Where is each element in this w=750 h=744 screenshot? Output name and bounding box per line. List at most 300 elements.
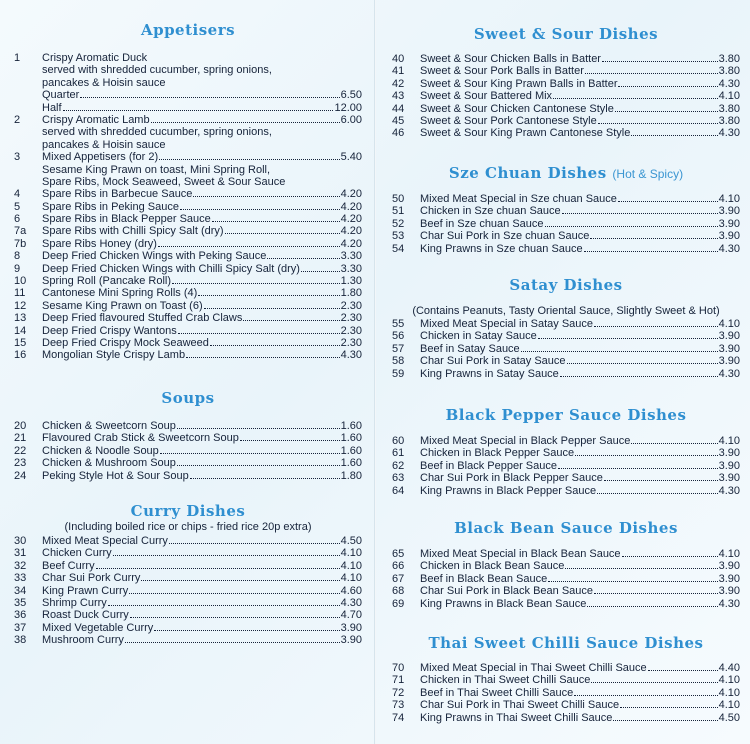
menu-item-name: Mixed Appetisers (for 2) bbox=[42, 151, 159, 164]
menu-item-name: Spare Ribs Honey (dry) bbox=[42, 237, 157, 250]
dot-leader bbox=[198, 287, 339, 296]
dot-leader bbox=[548, 573, 717, 582]
menu-item-price: 3.90 bbox=[718, 342, 740, 355]
menu-item-number: 10 bbox=[14, 275, 27, 288]
menu-item-name: Beef in Black Pepper Sauce bbox=[420, 459, 557, 472]
menu-item bbox=[392, 78, 740, 90]
menu-item-name: Mixed Meat Special in Black Bean Sauce bbox=[420, 548, 621, 560]
menu-item-price: 3.90 bbox=[340, 634, 362, 647]
menu-item-name: Deep Fried Chicken Wings with Peking Sauce bbox=[42, 250, 267, 263]
menu-item-price: 4.40 bbox=[718, 662, 740, 674]
menu-item-price: 3.90 bbox=[718, 355, 740, 368]
menu-item-price: 4.20 bbox=[340, 200, 362, 213]
menu-item-price: 2.30 bbox=[340, 336, 362, 349]
menu-item bbox=[392, 90, 740, 102]
menu-item-number: 7b bbox=[14, 237, 27, 250]
menu-item bbox=[392, 243, 740, 255]
thai-list bbox=[392, 662, 740, 724]
dot-leader bbox=[618, 78, 717, 87]
menu-item-price: 3.90 bbox=[718, 472, 740, 485]
menu-item bbox=[14, 325, 362, 337]
menu-item-number: 38 bbox=[14, 634, 27, 647]
menu-item-name: Mixed Meat Special in Thai Sweet Chilli Sauce bbox=[420, 662, 647, 674]
menu-item-name: King Prawns in Black Bean Sauce bbox=[420, 597, 587, 610]
menu-item-number: 36 bbox=[14, 609, 27, 622]
dot-leader bbox=[151, 114, 340, 123]
dot-leader bbox=[178, 325, 340, 334]
menu-item bbox=[392, 585, 740, 597]
thai-heading bbox=[392, 634, 740, 652]
menu-item-number: 45 bbox=[392, 114, 405, 127]
menu-item-price: 3.30 bbox=[340, 250, 362, 263]
menu-item bbox=[392, 330, 740, 342]
dot-leader bbox=[159, 151, 339, 160]
menu-item-number: 16 bbox=[14, 349, 27, 362]
menu-item-price: 1.80 bbox=[340, 469, 362, 482]
menu-item-price: 6.50 bbox=[340, 89, 362, 102]
dot-leader bbox=[96, 560, 340, 569]
menu-item-name: Chicken Curry bbox=[42, 547, 112, 560]
menu-item-number: 58 bbox=[392, 355, 405, 368]
menu-item-name: Deep Fried Crispy Wantons bbox=[42, 324, 177, 337]
szechuan-heading bbox=[392, 164, 740, 182]
black-bean-list bbox=[392, 548, 740, 610]
menu-item-number: 72 bbox=[392, 686, 405, 699]
menu-item-price: 3.90 bbox=[718, 459, 740, 472]
appetisers-list bbox=[14, 52, 362, 362]
menu-item-name: King Prawns in Black Pepper Sauce bbox=[420, 484, 597, 497]
menu-item-number: 67 bbox=[392, 572, 405, 585]
black-bean-heading bbox=[392, 519, 740, 537]
menu-item bbox=[14, 457, 362, 469]
menu-item-name: Char Sui Pork in Black Pepper Sauce bbox=[420, 472, 603, 485]
menu-item-name: Deep Fried Chicken Wings with Chilli Spicy Salt (dry) bbox=[42, 262, 300, 275]
menu-item-number: 13 bbox=[14, 312, 27, 325]
menu-item-name: Roast Duck Curry bbox=[42, 609, 129, 622]
dot-leader bbox=[108, 597, 340, 606]
menu-item-name: Chicken & Sweetcorn Soup bbox=[42, 420, 176, 432]
appetisers-heading: Appetisers bbox=[140, 21, 236, 39]
menu-item-name: King Prawn Curry bbox=[42, 584, 129, 597]
menu-item-price: 4.50 bbox=[340, 535, 362, 547]
dot-leader bbox=[615, 103, 718, 112]
menu-item-price: 3.80 bbox=[718, 102, 740, 115]
satay-heading bbox=[392, 276, 740, 294]
dot-leader bbox=[613, 712, 717, 721]
menu-item-price: 4.60 bbox=[340, 584, 362, 597]
dot-leader bbox=[560, 368, 718, 377]
menu-item bbox=[392, 103, 740, 115]
dot-leader bbox=[620, 699, 717, 708]
menu-item-name: King Prawns in Satay Sauce bbox=[420, 367, 559, 380]
menu-item-number: 74 bbox=[392, 711, 405, 724]
page-fold bbox=[374, 0, 376, 744]
menu-item-number: 46 bbox=[392, 127, 405, 140]
menu-item-number: 14 bbox=[14, 324, 27, 337]
menu-item-name: Deep Fried flavoured Stuffed Crab Claws bbox=[42, 312, 243, 325]
menu-item-name: Quarter bbox=[42, 89, 80, 102]
menu-item-number: 52 bbox=[392, 217, 405, 230]
menu-item-number: 68 bbox=[392, 585, 405, 598]
menu-item-price: 3.90 bbox=[340, 621, 362, 634]
menu-item bbox=[392, 193, 740, 205]
menu-item-number: 22 bbox=[14, 444, 27, 457]
dot-leader bbox=[301, 263, 340, 272]
menu-item-number: 4 bbox=[14, 188, 21, 201]
menu-item bbox=[392, 218, 740, 230]
menu-item bbox=[14, 238, 362, 250]
menu-item-price: 4.10 bbox=[340, 559, 362, 572]
menu-item-price: 4.30 bbox=[340, 349, 362, 362]
menu-item bbox=[392, 65, 740, 77]
menu-item-price: 5.40 bbox=[340, 151, 362, 164]
menu-item-price: 4.30 bbox=[718, 242, 740, 255]
dot-leader bbox=[565, 560, 717, 569]
menu-item-description: Spare Ribs, Mock Seaweed, Sweet & Sour Sauce bbox=[42, 175, 286, 188]
menu-item-number: 8 bbox=[14, 250, 21, 263]
dot-leader bbox=[631, 435, 717, 444]
menu-item-name: Half bbox=[42, 101, 62, 114]
menu-item-number: 7a bbox=[14, 225, 27, 238]
menu-item-price: 4.10 bbox=[718, 318, 740, 330]
dot-leader bbox=[129, 585, 339, 594]
menu-item-price: 4.20 bbox=[340, 237, 362, 250]
menu-item-price: 3.90 bbox=[718, 572, 740, 585]
menu-item-name: Sesame King Prawn on Toast (6) bbox=[42, 299, 203, 312]
menu-item-price: 3.90 bbox=[718, 585, 740, 598]
menu-item-number: 3 bbox=[14, 151, 21, 164]
menu-item bbox=[14, 634, 362, 646]
menu-item-price: 4.10 bbox=[718, 699, 740, 712]
dot-leader bbox=[553, 90, 718, 99]
menu-item bbox=[392, 127, 740, 139]
menu-item bbox=[14, 420, 362, 432]
menu-item-name: Mixed Meat Special in Satay Sauce bbox=[420, 318, 594, 330]
menu-item-name: Sweet & Sour King Prawn Balls in Batter bbox=[420, 77, 618, 90]
menu-item-price: 3.90 bbox=[718, 447, 740, 460]
menu-item-price: 3.80 bbox=[718, 114, 740, 127]
menu-item-name: Cantonese Mini Spring Rolls (4) bbox=[42, 287, 198, 300]
dot-leader bbox=[545, 218, 718, 227]
dot-leader bbox=[618, 193, 718, 202]
menu-item bbox=[392, 115, 740, 127]
menu-item bbox=[392, 205, 740, 217]
menu-item-number: 73 bbox=[392, 699, 405, 712]
menu-item-name: Crispy Aromatic Duck bbox=[42, 52, 148, 64]
menu-item-price: 4.10 bbox=[340, 572, 362, 585]
menu-item-price: 2.30 bbox=[340, 312, 362, 325]
menu-item-price: 1.60 bbox=[340, 432, 362, 445]
menu-item-number: 61 bbox=[392, 447, 405, 460]
menu-item bbox=[392, 662, 740, 674]
menu-item-name: Chicken in Black Pepper Sauce bbox=[420, 447, 575, 460]
dot-leader bbox=[113, 547, 340, 556]
dot-leader bbox=[648, 662, 718, 671]
menu-item-price: 4.50 bbox=[718, 711, 740, 724]
menu-item-number: 11 bbox=[14, 287, 26, 300]
dot-leader bbox=[602, 53, 718, 62]
menu-item-description: Sesame King Prawn on toast, Mini Spring Roll, bbox=[42, 163, 271, 176]
menu-item-price: 1.60 bbox=[340, 444, 362, 457]
menu-item-name: Chicken & Mushroom Soup bbox=[42, 457, 176, 470]
dot-leader bbox=[172, 275, 340, 284]
menu-item bbox=[14, 287, 362, 299]
dot-leader bbox=[169, 535, 340, 544]
menu-item-number: 53 bbox=[392, 230, 405, 243]
menu-item bbox=[392, 674, 740, 686]
menu-item-price: 4.30 bbox=[718, 597, 740, 610]
black-pepper-title: Black Pepper Sauce Dishes bbox=[445, 406, 687, 424]
dot-leader bbox=[575, 447, 717, 456]
menu-item-price: 4.10 bbox=[718, 193, 740, 205]
menu-item-number: 32 bbox=[14, 559, 27, 572]
menu-item-price: 3.90 bbox=[718, 217, 740, 230]
dot-leader bbox=[567, 355, 718, 364]
menu-item-price: 3.90 bbox=[718, 330, 740, 343]
menu-item-price: 2.30 bbox=[340, 324, 362, 337]
menu-item bbox=[14, 300, 362, 312]
dot-leader bbox=[594, 585, 718, 594]
menu-item-number: 15 bbox=[14, 336, 27, 349]
menu-item-name: King Prawns in Sze chuan Sauce bbox=[420, 242, 583, 255]
szechuan-title: Sze Chuan Dishes bbox=[448, 164, 607, 182]
dot-leader bbox=[193, 188, 339, 197]
menu-item-number: 71 bbox=[392, 674, 405, 687]
menu-item bbox=[392, 343, 740, 355]
menu-item-name: Spare Ribs in Peking Sauce bbox=[42, 200, 179, 213]
dot-leader bbox=[186, 349, 340, 358]
menu-item-number: 54 bbox=[392, 242, 405, 255]
menu-item-name: Sweet & Sour Battered Mix bbox=[420, 90, 553, 103]
dot-leader bbox=[130, 609, 340, 618]
menu-item-name: Shrimp Curry bbox=[42, 596, 107, 609]
menu-item bbox=[14, 275, 362, 287]
menu-item-number: 20 bbox=[14, 420, 27, 432]
dot-leader bbox=[562, 205, 718, 214]
menu-item bbox=[392, 485, 740, 497]
dot-leader bbox=[80, 89, 339, 98]
menu-item-number: 6 bbox=[14, 213, 21, 226]
menu-item-price: 4.30 bbox=[718, 367, 740, 380]
menu-item-price: 4.20 bbox=[340, 213, 362, 226]
menu-item bbox=[14, 470, 362, 482]
menu-item-price: 4.10 bbox=[718, 674, 740, 687]
szechuan-subtitle: (Hot & Spicy) bbox=[612, 167, 684, 181]
menu-item-name: Beef Curry bbox=[42, 559, 95, 572]
menu-item-name: Sweet & Sour King Prawn Cantonese Style bbox=[420, 127, 631, 140]
menu-item-number: 57 bbox=[392, 342, 405, 355]
menu-item bbox=[392, 230, 740, 242]
menu-item-number: 33 bbox=[14, 572, 27, 585]
dot-leader bbox=[622, 548, 718, 557]
curry-note: (Including boiled rice or chips - fried rice 20p extra) bbox=[64, 521, 312, 533]
menu-item-price: 4.70 bbox=[340, 609, 362, 622]
menu-item-price: 4.20 bbox=[340, 188, 362, 201]
menu-item-description: pancakes & Hoisin sauce bbox=[42, 138, 166, 151]
menu-item-name: Beef in Thai Sweet Chilli Sauce bbox=[420, 686, 574, 699]
menu-item bbox=[392, 53, 740, 65]
menu-item-price: 6.00 bbox=[340, 113, 362, 126]
menu-item-price: 4.10 bbox=[718, 435, 740, 447]
thai-title: Thai Sweet Chilli Sauce Dishes bbox=[428, 634, 704, 652]
menu-item-number: 70 bbox=[392, 662, 405, 674]
menu-item-number: 35 bbox=[14, 596, 27, 609]
soups-heading: Soups bbox=[161, 389, 215, 407]
menu-item-number: 43 bbox=[392, 90, 405, 103]
black-bean-title: Black Bean Sauce Dishes bbox=[454, 519, 678, 537]
menu-item-name: Mixed Meat Special Curry bbox=[42, 535, 168, 547]
menu-item-name: Spring Roll (Pancake Roll) bbox=[42, 275, 171, 288]
menu-item bbox=[392, 699, 740, 711]
menu-item-number: 42 bbox=[392, 77, 405, 90]
menu-item bbox=[14, 188, 362, 200]
menu-item bbox=[392, 548, 740, 560]
dot-leader bbox=[190, 470, 340, 479]
dot-leader bbox=[267, 250, 339, 259]
satay-note: (Contains Peanuts, Tasty Oriental Sauce, Slightly Sweet & Hot) bbox=[412, 305, 720, 317]
menu-item-name: Mixed Vegetable Curry bbox=[42, 621, 154, 634]
menu-item-name: Spare Ribs with Chilli Spicy Salt (dry) bbox=[42, 225, 224, 238]
menu-item-name: Mongolian Style Crispy Lamb bbox=[42, 349, 186, 362]
menu-item bbox=[14, 250, 362, 262]
black-pepper-heading bbox=[392, 406, 740, 424]
dot-leader bbox=[180, 201, 340, 210]
menu-item bbox=[14, 349, 362, 361]
menu-item-price: 3.80 bbox=[718, 53, 740, 65]
dot-leader bbox=[521, 343, 718, 352]
menu-item bbox=[14, 201, 362, 213]
menu-item-number: 55 bbox=[392, 318, 405, 330]
menu-item-price: 1.80 bbox=[340, 287, 362, 300]
menu-item-number: 5 bbox=[14, 200, 21, 213]
menu-item-price: 1.60 bbox=[340, 420, 362, 432]
dot-leader bbox=[225, 225, 340, 234]
menu-item bbox=[392, 435, 740, 447]
menu-item-name: Chicken in Black Bean Sauce bbox=[420, 560, 565, 573]
menu-item-description: served with shredded cucumber, spring onions, bbox=[42, 64, 272, 77]
menu-item-name: Char Sui Pork in Black Bean Sauce bbox=[420, 585, 594, 598]
dot-leader bbox=[594, 318, 718, 327]
dot-leader bbox=[177, 420, 340, 429]
menu-item-name: Sweet & Sour Pork Cantonese Style bbox=[420, 114, 597, 127]
menu-item-number: 31 bbox=[14, 547, 27, 560]
black-pepper-list bbox=[392, 435, 740, 497]
menu-item-number: 12 bbox=[14, 299, 27, 312]
menu-item-number: 50 bbox=[392, 193, 405, 205]
dot-leader bbox=[154, 622, 339, 631]
dot-leader bbox=[587, 598, 717, 607]
menu-item-number: 30 bbox=[14, 535, 27, 547]
menu-item-price: 3.90 bbox=[718, 560, 740, 573]
menu-item-price: 4.10 bbox=[718, 90, 740, 103]
menu-item-number: 2 bbox=[14, 113, 21, 126]
menu-item-price: 3.80 bbox=[718, 65, 740, 78]
menu-item bbox=[392, 355, 740, 367]
menu-item-number: 56 bbox=[392, 330, 405, 343]
menu-item-name: Char Sui Pork Curry bbox=[42, 572, 141, 585]
menu-item-name: Beef in Sze chuan Sauce bbox=[420, 217, 544, 230]
dot-leader bbox=[538, 330, 718, 339]
menu-item bbox=[14, 89, 362, 101]
menu-item-number: 62 bbox=[392, 459, 405, 472]
menu-item-number: 37 bbox=[14, 621, 27, 634]
menu-item bbox=[392, 687, 740, 699]
menu-item-name: Mushroom Curry bbox=[42, 634, 124, 647]
menu-item-price: 1.30 bbox=[340, 275, 362, 288]
curry-list bbox=[14, 535, 362, 647]
menu-item bbox=[14, 263, 362, 275]
menu-item-price: 4.30 bbox=[340, 596, 362, 609]
menu-item-name: Spare Ribs in Black Pepper Sauce bbox=[42, 213, 211, 226]
menu-item bbox=[392, 447, 740, 459]
dot-leader bbox=[177, 457, 340, 466]
dot-leader bbox=[158, 238, 340, 247]
menu-item-price: 3.90 bbox=[718, 205, 740, 218]
menu-item-number: 41 bbox=[392, 65, 405, 78]
menu-item bbox=[392, 560, 740, 572]
menu-item bbox=[14, 535, 362, 547]
menu-item bbox=[392, 573, 740, 585]
menu-item-number: 66 bbox=[392, 560, 405, 573]
menu-item bbox=[392, 368, 740, 380]
menu-item-name: Sweet & Sour Chicken Balls in Batter bbox=[420, 53, 601, 65]
dot-leader bbox=[125, 634, 340, 643]
menu-item-price: 4.30 bbox=[718, 127, 740, 140]
menu-item-price: 1.60 bbox=[340, 457, 362, 470]
menu-item-number: 51 bbox=[392, 205, 405, 218]
sweet-sour-title: Sweet & Sour Dishes bbox=[473, 25, 659, 43]
menu-item-name: Chicken & Noodle Soup bbox=[42, 444, 159, 457]
dot-leader bbox=[204, 300, 340, 309]
menu-item-number: 21 bbox=[14, 432, 27, 445]
menu-item-number: 24 bbox=[14, 469, 27, 482]
menu-item-number: 65 bbox=[392, 548, 405, 560]
menu-item-price: 4.30 bbox=[718, 484, 740, 497]
menu-item-price: 4.30 bbox=[718, 77, 740, 90]
menu-item-name: Mixed Meat Special in Black Pepper Sauce bbox=[420, 435, 631, 447]
szechuan-list bbox=[392, 193, 740, 255]
menu-item-name: Char Sui Pork in Sze chuan Sauce bbox=[420, 230, 590, 243]
menu-item-name: Beef in Satay Sauce bbox=[420, 342, 520, 355]
dot-leader bbox=[212, 213, 340, 222]
menu-item bbox=[14, 225, 362, 237]
menu-item bbox=[14, 547, 362, 559]
menu-item bbox=[14, 114, 362, 126]
menu-item-name: Char Sui Pork in Thai Sweet Chilli Sauce bbox=[420, 699, 620, 712]
dot-leader bbox=[631, 127, 717, 136]
menu-item-name: Crispy Aromatic Lamb bbox=[42, 113, 150, 126]
menu-item-name: Deep Fried Crispy Mock Seaweed bbox=[42, 336, 209, 349]
menu-item-name: Peking Style Hot & Sour Soup bbox=[42, 469, 189, 482]
menu-item-price: 12.00 bbox=[334, 101, 362, 114]
menu-item bbox=[14, 622, 362, 634]
menu-item bbox=[14, 572, 362, 584]
menu-item-number: 40 bbox=[392, 53, 405, 65]
sweet-sour-list bbox=[392, 53, 740, 140]
menu-item-name: Sweet & Sour Pork Balls in Batter bbox=[420, 65, 584, 78]
menu-item-number: 60 bbox=[392, 435, 405, 447]
dot-leader bbox=[574, 687, 717, 696]
dot-leader bbox=[141, 572, 339, 581]
menu-item-name: King Prawns in Thai Sweet Chilli Sauce bbox=[420, 711, 613, 724]
dot-leader bbox=[210, 337, 340, 346]
dot-leader bbox=[590, 230, 717, 239]
menu-item-description: pancakes & Hoisin sauce bbox=[42, 76, 166, 89]
menu-item bbox=[392, 472, 740, 484]
menu-item bbox=[14, 337, 362, 349]
menu-item bbox=[14, 597, 362, 609]
menu-item-name: Chicken in Sze chuan Sauce bbox=[420, 205, 561, 218]
